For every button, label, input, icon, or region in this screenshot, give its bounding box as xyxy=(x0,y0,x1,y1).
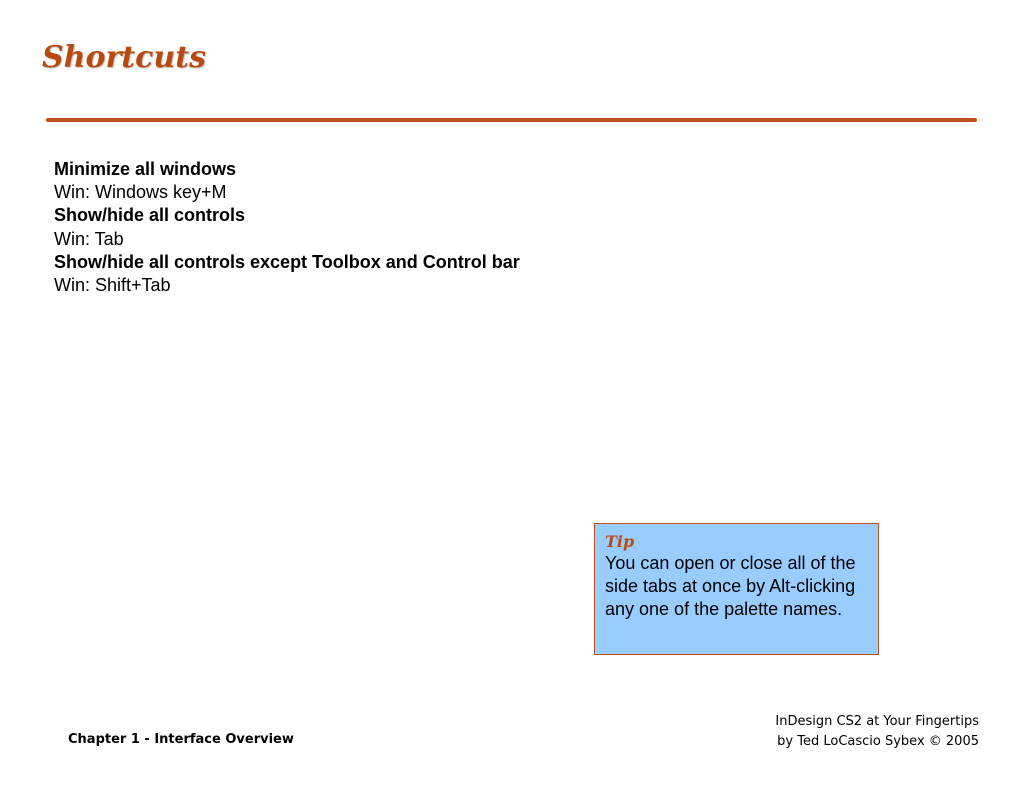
slide-title: Shortcuts xyxy=(42,40,206,75)
tip-box xyxy=(594,523,879,655)
shortcut-keys: Win: Windows key+M xyxy=(54,182,227,203)
shortcut-name: Show/hide all controls except Toolbox and Control bar xyxy=(54,251,520,272)
shortcut-name: Minimize all windows xyxy=(54,159,237,179)
book-credit xyxy=(775,712,979,752)
title-divider xyxy=(46,118,977,122)
shortcut-name: Show/hide all controls xyxy=(54,205,246,226)
tip-body: You can open or close all of the side tabs at once by Alt-clicking any one of the palette names. xyxy=(605,553,856,619)
chapter-footer: Chapter 1 - Interface Overview xyxy=(68,732,294,747)
shortcut-keys: Win: Shift+Tab xyxy=(54,275,171,296)
book-title-line: InDesign CS2 at Your Fingertips xyxy=(775,714,979,729)
book-author-line: by Ted LoCascio Sybex © 2005 xyxy=(777,734,979,749)
shortcut-list xyxy=(54,158,754,297)
tip-title: Tip xyxy=(605,532,635,551)
shortcut-keys: Win: Tab xyxy=(54,228,124,249)
